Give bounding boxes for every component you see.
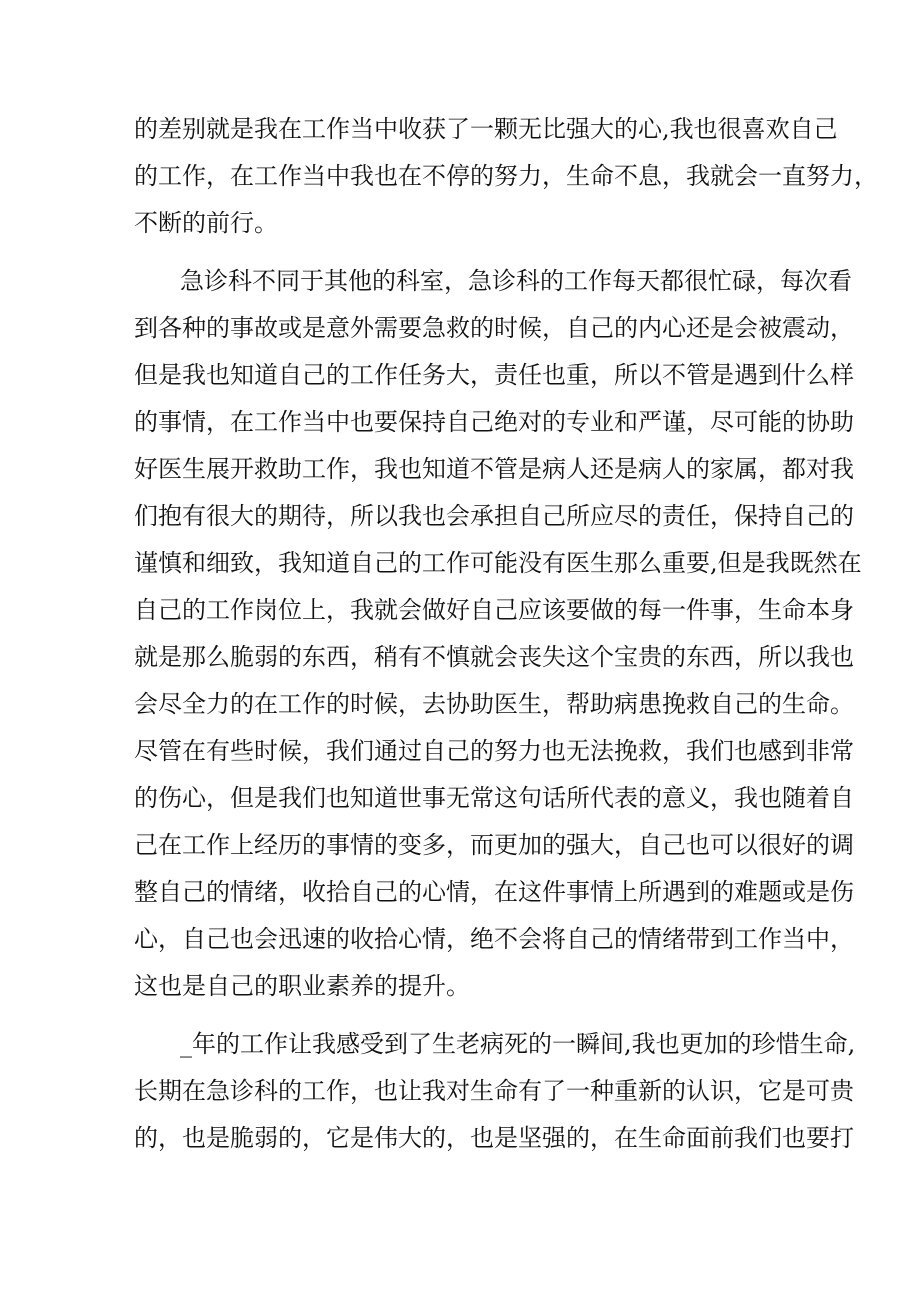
- paragraph-line: 到各种的事故或是意外需要急救的时候，自己的内心还是会被震动，: [134, 314, 854, 342]
- paragraph-line: 谨慎和细致，我知道自己的工作可能没有医生那么重要,但是我既然在: [134, 549, 862, 577]
- paragraph-line: 长期在急诊科的工作，也让我对生命有了一种重新的认识，它是可贵: [134, 1077, 854, 1105]
- paragraph-1: [134, 106, 878, 247]
- paragraph-line: 己在工作上经历的事情的变多，而更加的强大，自己也可以很好的调: [134, 831, 854, 859]
- paragraph-line: 尽管在有些时候，我们通过自己的努力也无法挽救，我们也感到非常: [134, 737, 854, 765]
- paragraph-line: 的伤心，但是我们也知道世事无常这句话所代表的意义，我也随着自: [134, 784, 854, 812]
- paragraph-line: 的工作，在工作当中我也在不停的努力，生命不息，我就会一直努力，: [134, 162, 878, 190]
- paragraph-line: 心，自己也会迅速的收拾心情，绝不会将自己的情绪带到工作当中，: [134, 925, 854, 953]
- paragraph-line: 自己的工作岗位上，我就会做好自己应该要做的每一件事，生命本身: [134, 596, 854, 624]
- document-body: [134, 106, 878, 1162]
- paragraph-2: [134, 258, 862, 1010]
- paragraph-3: [134, 1021, 856, 1162]
- paragraph-line: 的，也是脆弱的，它是伟大的，也是坚强的，在生命面前我们也要打: [134, 1124, 854, 1152]
- paragraph-line: 但是我也知道自己的工作任务大，责任也重，所以不管是遇到什么样: [134, 361, 854, 389]
- paragraph-line: 好医生展开救助工作，我也知道不管是病人还是病人的家属，都对我: [134, 455, 854, 483]
- paragraph-line: 不断的前行。: [134, 209, 278, 237]
- paragraph-line: 们抱有很大的期待，所以我也会承担自己所应尽的责任，保持自己的: [134, 502, 854, 530]
- paragraph-line: 的差别就是我在工作当中收获了一颗无比强大的心,我也很喜欢自己: [134, 115, 838, 143]
- paragraph-line: 就是那么脆弱的东西，稍有不慎就会丧失这个宝贵的东西，所以我也: [134, 643, 854, 671]
- paragraph-line: 的事情，在工作当中也要保持自己绝对的专业和严谨，尽可能的协助: [134, 408, 854, 436]
- paragraph-line: 会尽全力的在工作的时候，去协助医生，帮助病患挽救自己的生命。: [134, 690, 854, 718]
- paragraph-line: 整自己的情绪，收拾自己的心情，在这件事情上所遇到的难题或是伤: [134, 878, 854, 906]
- paragraph-line: _年的工作让我感受到了生老病死的一瞬间,我也更加的珍惜生命,: [180, 1030, 856, 1058]
- paragraph-line: 这也是自己的职业素养的提升。: [134, 972, 470, 1000]
- paragraph-line: 急诊科不同于其他的科室，急诊科的工作每天都很忙碌，每次看: [180, 267, 852, 295]
